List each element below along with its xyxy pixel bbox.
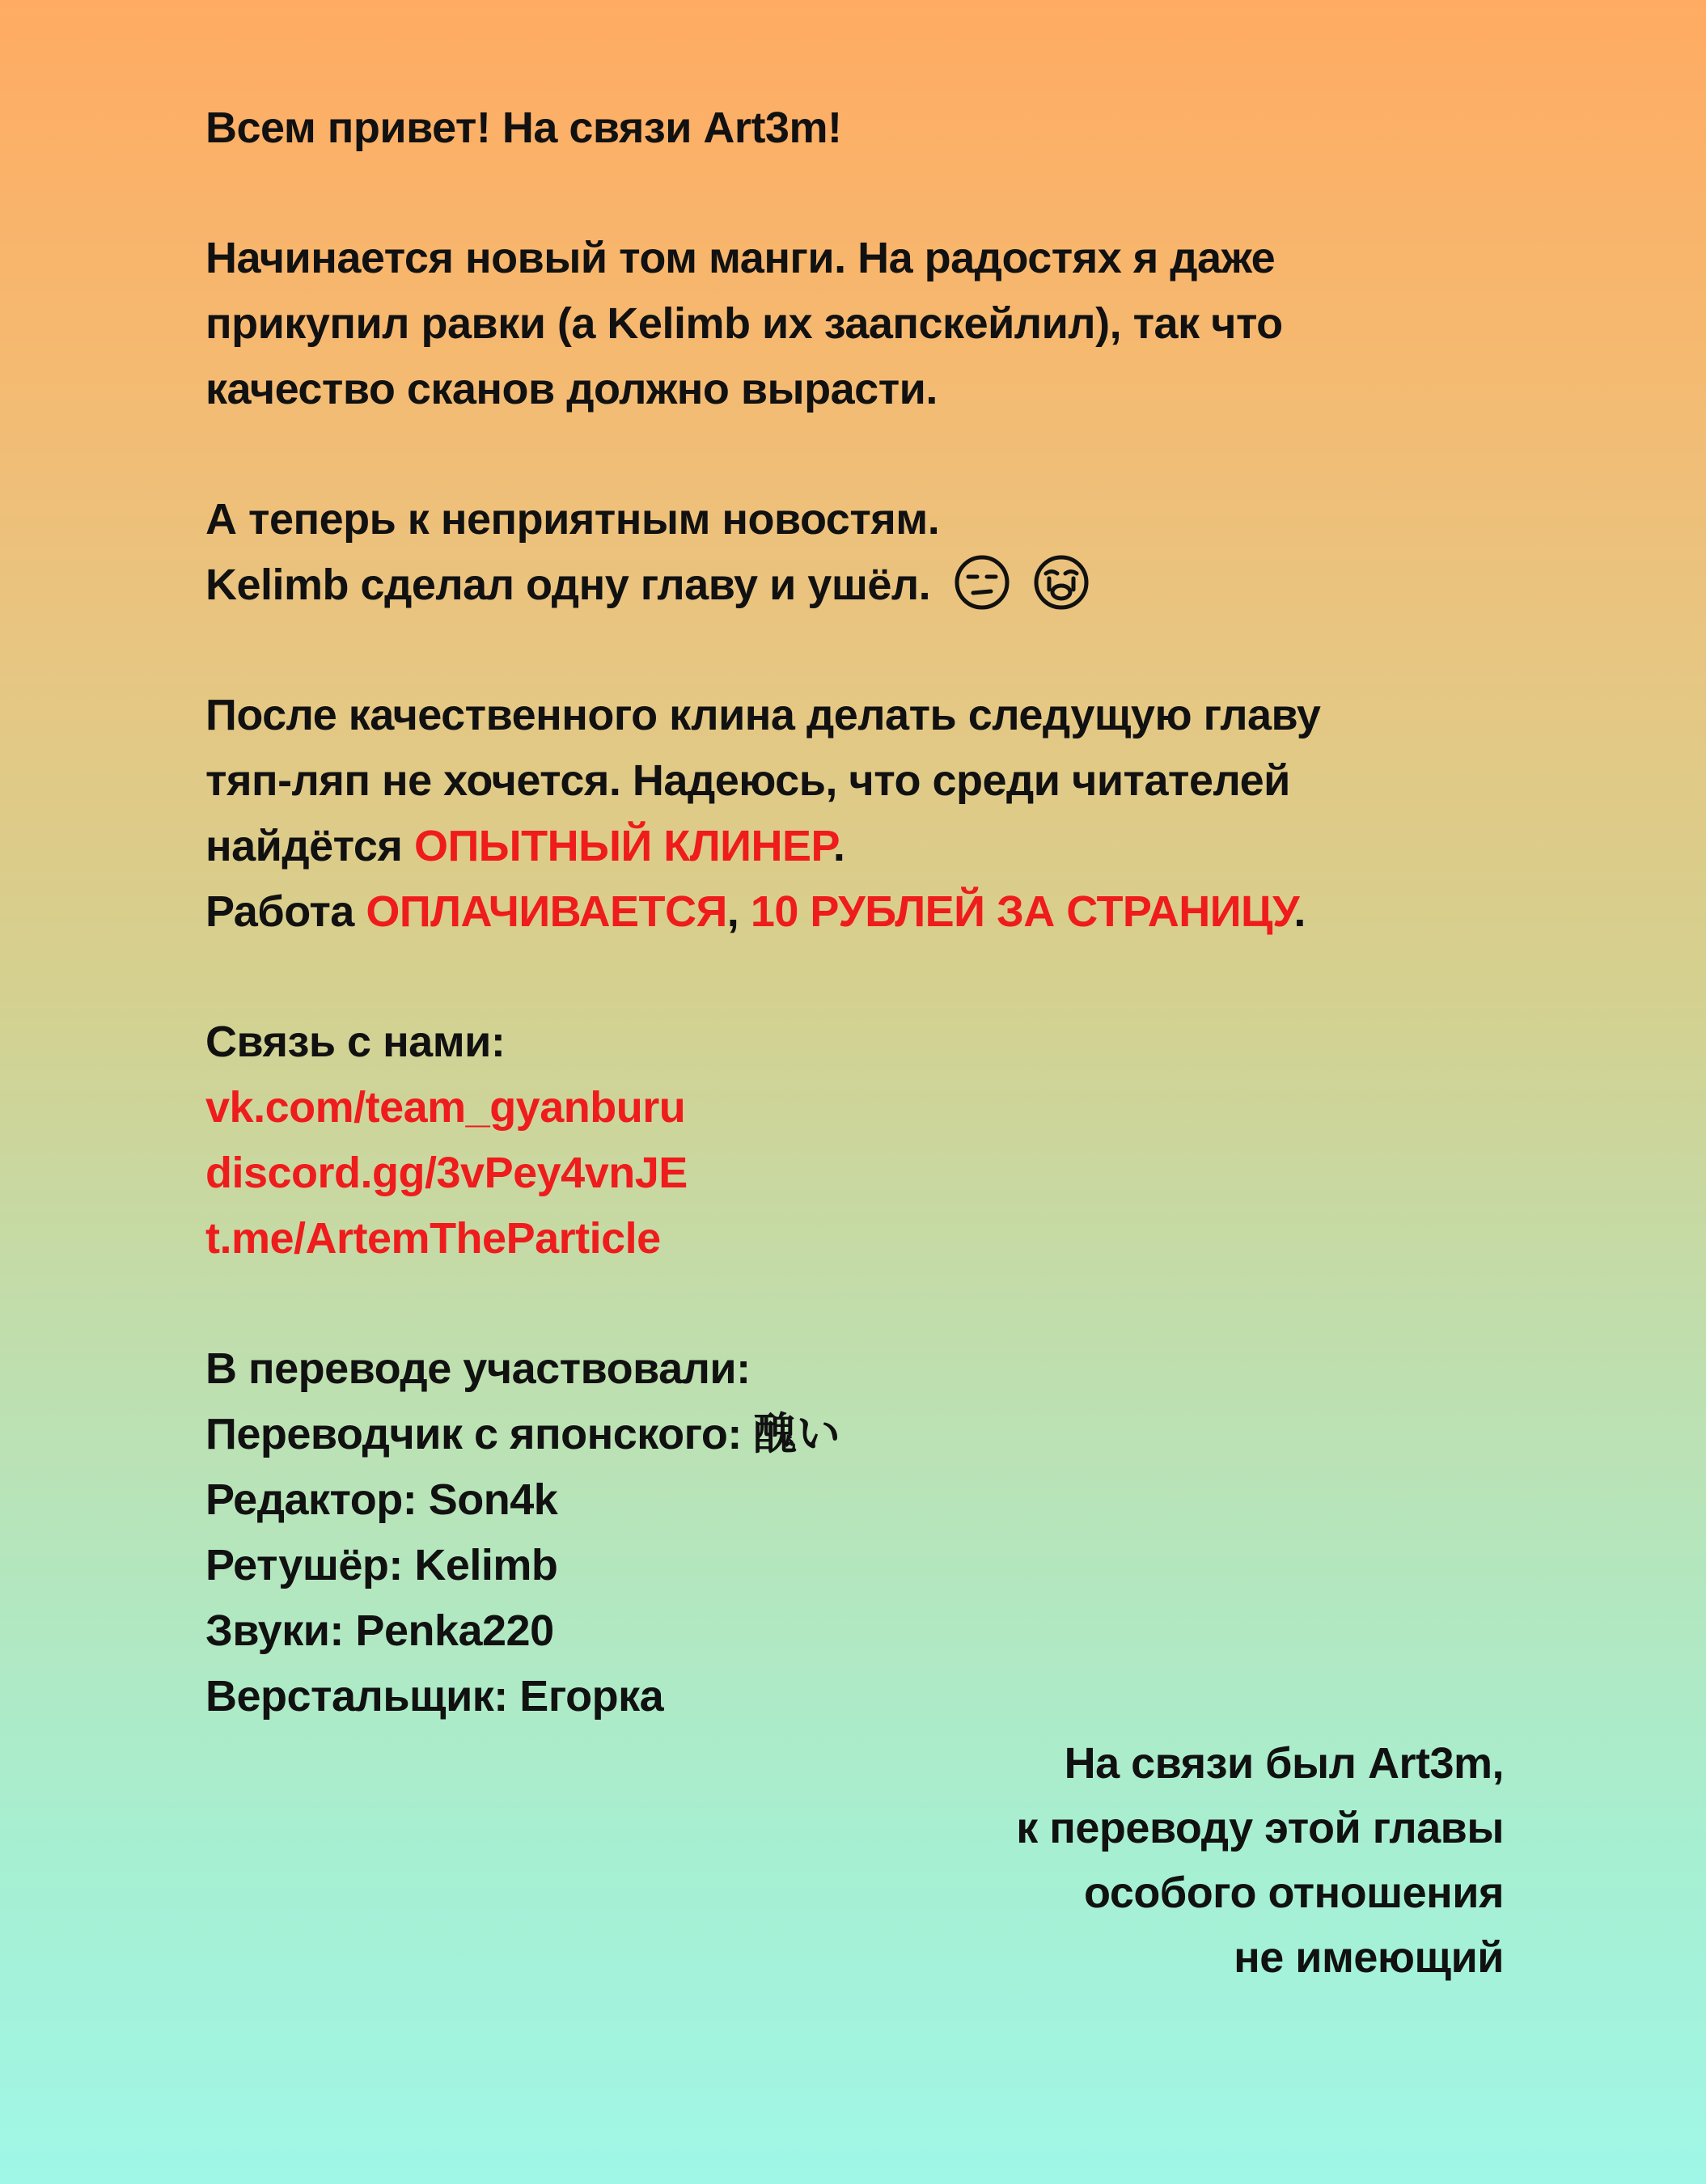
credit-typesetter: Верстальщик: Егорка xyxy=(205,1672,664,1721)
credit-retoucher: Ретушёр: Kelimb xyxy=(205,1541,558,1589)
greeting-text: Всем привет! На связи Art3m! xyxy=(205,104,842,152)
credits-heading: В переводе участвовали: xyxy=(205,1344,751,1393)
recruit-text: Работа xyxy=(205,887,366,936)
recruit-line xyxy=(205,879,1467,945)
signoff-line: особого отношения xyxy=(1084,1869,1504,1917)
telegram-link[interactable]: t.me/ArtemTheParticle xyxy=(205,1214,661,1263)
intro-line: Начинается новый том манги. На радостях я даже xyxy=(205,234,1276,282)
recruit-line: тяп-ляп не хочется. Надеюсь, что среди читателей xyxy=(205,756,1290,805)
bad-news-line xyxy=(205,552,1467,618)
recruit-text: , xyxy=(726,887,751,936)
crying-face-icon xyxy=(1033,554,1090,611)
vk-link[interactable]: vk.com/team_gyanburu xyxy=(205,1083,686,1132)
recruit-text: . xyxy=(1293,887,1306,936)
credits-section xyxy=(205,1336,1467,1729)
contacts-section xyxy=(205,1009,1467,1272)
recruit-text: . xyxy=(832,822,845,870)
signoff-line: к переводу этой главы xyxy=(1016,1804,1504,1852)
bad-news-line: А теперь к неприятным новостям. xyxy=(205,495,940,544)
signoff-line: На связи был Art3m, xyxy=(1064,1739,1504,1788)
announcement-body xyxy=(205,95,1467,1729)
recruit-text: найдётся xyxy=(205,822,414,870)
signoff xyxy=(1016,1731,1504,1990)
bad-news-text: Kelimb сделал одну главу и ушёл. xyxy=(205,561,931,609)
intro-paragraph xyxy=(205,226,1467,422)
unamused-face-icon xyxy=(954,554,1010,611)
recruit-line: После качественного клина делать следущую главу xyxy=(205,691,1321,739)
paid-highlight: ОПЛАЧИВАЕТСЯ xyxy=(366,887,727,936)
signoff-line: не имеющий xyxy=(1234,1933,1504,1982)
bad-news-paragraph xyxy=(205,487,1467,618)
credit-translator: Переводчик с японского: 醜い xyxy=(205,1410,840,1458)
experienced-cleaner-highlight: ОПЫТНЫЙ КЛИНЕР xyxy=(413,822,833,870)
intro-line: качество сканов должно вырасти. xyxy=(205,365,938,413)
discord-link[interactable]: discord.gg/3vPey4vnJE xyxy=(205,1149,688,1197)
credit-editor: Редактор: Son4k xyxy=(205,1475,558,1524)
recruit-line xyxy=(205,814,1467,879)
rate-highlight: 10 РУБЛЕЙ ЗА СТРАНИЦУ xyxy=(750,887,1294,936)
contacts-heading: Связь с нами: xyxy=(205,1018,506,1066)
recruit-paragraph xyxy=(205,683,1467,945)
intro-line: прикупил равки (а Kelimb их заапскейлил), так что xyxy=(205,299,1283,348)
credit-sounds: Звуки: Penka220 xyxy=(205,1606,554,1655)
greeting xyxy=(205,95,1467,161)
